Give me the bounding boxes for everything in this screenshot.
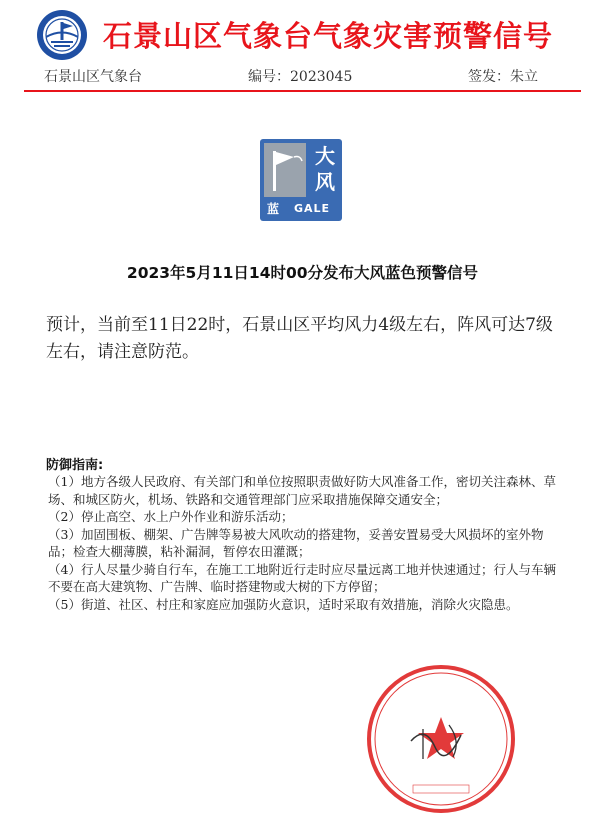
signal-char-da: 大 (315, 144, 335, 168)
header-divider (24, 90, 581, 92)
wind-flag-icon (264, 143, 306, 197)
signal-code: GALE (293, 202, 331, 215)
forecast-text: 预计，当前至11日22时，石景山区平均风力4级左右，阵风可达7级左右，请注意防范。 (46, 315, 553, 362)
document-title: 石景山区气象台气象灾害预警信号 (103, 19, 554, 53)
signal-color-label: 蓝 (266, 202, 279, 216)
gale-blue-warning-signal (260, 139, 342, 221)
guide-item: （2）停止高空、水上户外作业和游乐活动； (48, 509, 294, 524)
guide-item: （4）行人尽量少骑自行车，在施工工地附近行走时应尽量远离工地并快速通过；行人与车辆不要在高大建筑物、广告牌、临时搭建物或大树的下方停留； (48, 561, 556, 594)
document-number: 编号：2023045 (248, 69, 353, 85)
guide-list (48, 473, 563, 613)
guide-item: （5）街道、社区、村庄和家庭应加强防火意识，适时采取有效措施，消除火灾隐患。 (48, 596, 519, 612)
guide-item: （3）加固围板、棚架、广告牌等易被大风吹动的搭建物，妥善安置易受大风损坏的室外物品；检查大棚薄膜，粘补漏洞，暂停农田灌溉； (48, 526, 544, 559)
guide-item: （1）地方各级人民政府、有关部门和单位按照职责做好防大风准备工作，密切关注森林、草场、和城区防火，机场、铁路和交通管理部门应采取措施保障交通安全； (48, 474, 556, 507)
signal-char-feng: 风 (315, 170, 335, 194)
meteorology-logo-icon (35, 8, 89, 62)
document-header (0, 0, 605, 90)
official-seal-icon (365, 663, 517, 815)
issuing-organization: 石景山区气象台 (44, 69, 142, 85)
guide-title: 防御指南: (46, 458, 104, 473)
signer: 签发：朱立 (468, 69, 538, 85)
warning-headline: 2023年5月11日14时00分发布大风蓝色预警信号 (126, 264, 479, 282)
